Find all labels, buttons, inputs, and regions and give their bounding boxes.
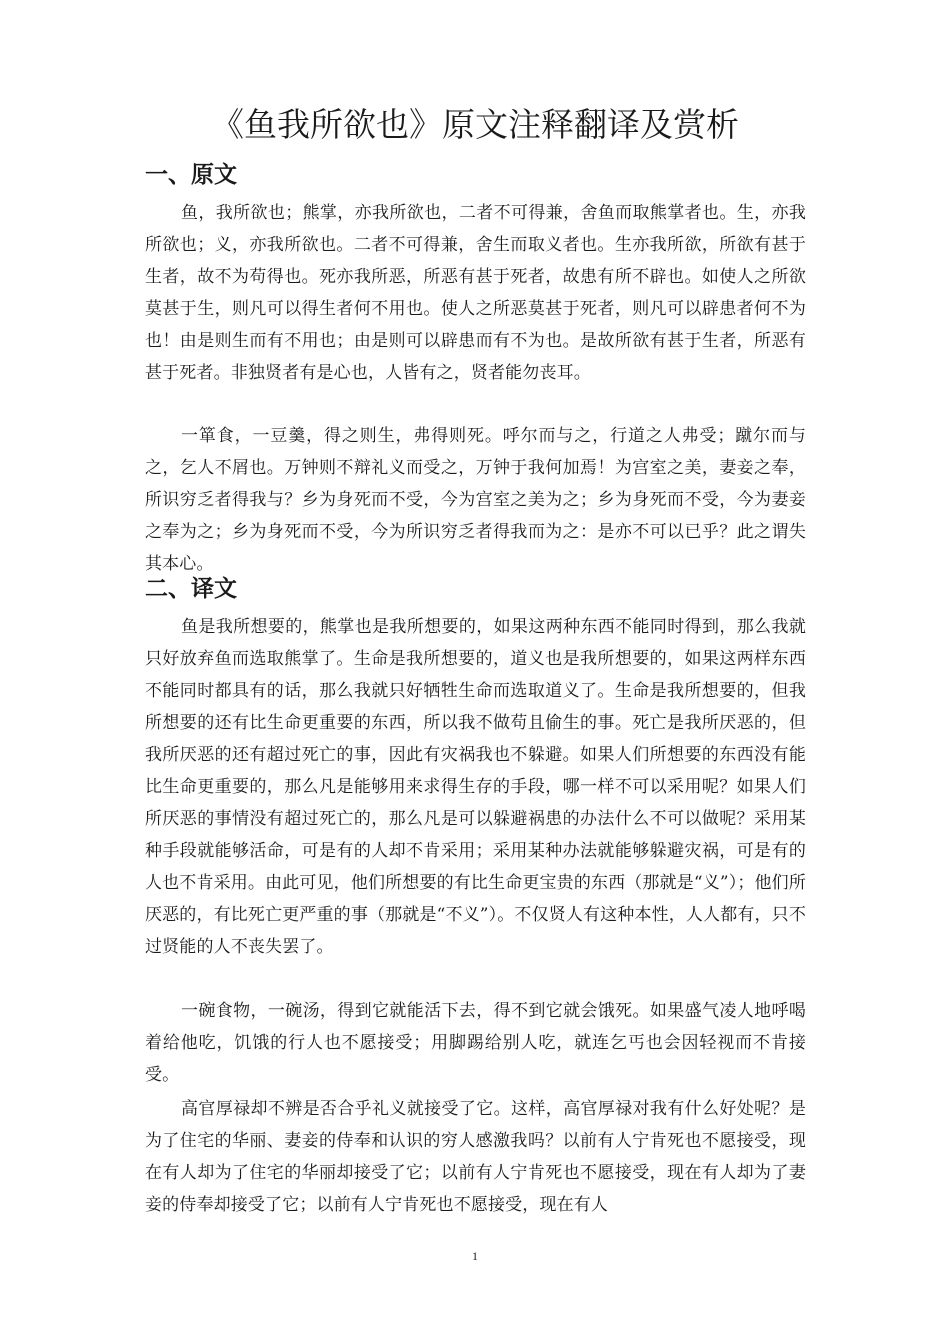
section-heading-translation: 二、译文 (145, 576, 237, 602)
page-title: 《鱼我所欲也》原文注释翻译及赏析 (211, 105, 739, 144)
translation-paragraph-3: 高官厚禄却不辨是否合乎礼义就接受了它。这样，高官厚禄对我有什么好处呢？是为了住宅的华丽、妻妾的侍奉和认识的穷人感激我吗？以前有人宁肯死也不愿接受，现在有人却为了住宅的华丽却接受了它；以前有人宁肯死也不愿接受，现在有人却为了妻妾的侍奉却接受了它；以前有人宁肯死也不愿接受，现在有人 (145, 1099, 806, 1215)
page-number: 1 (472, 1249, 478, 1263)
original-text-paragraph-1: 鱼，我所欲也；熊掌，亦我所欲也，二者不可得兼，舍鱼而取熊掌者也。生，亦我所欲也；义，亦我所欲也。二者不可得兼，舍生而取义者也。生亦我所欲，所欲有甚于生者，故不为苟得也。死亦我所恶，所恶有甚于死者，故患有所不辟也。如使人之所欲莫甚于生，则凡可以得生者何不用也。使人之所恶莫甚于死者，则凡可以辟患者何不为也！由是则生而有不用也；由是则可以辟患而有不为也。是故所欲有甚于生者，所恶有甚于死者。非独贤者有是心也，人皆有之，贤者能勿丧耳。 (145, 203, 806, 383)
translation-paragraph-2: 一碗食物，一碗汤，得到它就能活下去，得不到它就会饿死。如果盛气凌人地呼喝着给他吃，饥饿的行人也不愿接受；用脚踢给别人吃，就连乞丐也会因轻视而不肯接受。 (145, 1001, 806, 1085)
original-text-paragraph-2: 一箪食，一豆羹，得之则生，弗得则死。呼尔而与之，行道之人弗受；蹴尔而与之，乞人不屑也。万钟则不辩礼义而受之，万钟于我何加焉！为宫室之美，妻妾之奉，所识穷乏者得我与？乡为身死而不受，今为宫室之美为之；乡为身死而不受，今为妻妾之奉为之；乡为身死而不受，今为所识穷乏者得我而为之：是亦不可以已乎？此之谓失其本心。 (145, 426, 806, 574)
translation-paragraph-1: 鱼是我所想要的，熊掌也是我所想要的，如果这两种东西不能同时得到，那么我就只好放弃鱼而选取熊掌了。生命是我所想要的，道义也是我所想要的，如果这两样东西不能同时都具有的话，那么我就只好牺牲生命而选取道义了。生命是我所想要的，但我所想要的还有比生命更重要的东西，所以我不做苟且偷生的事。死亡是我所厌恶的，但我所厌恶的还有超过死亡的事，因此有灾祸我也不躲避。如果人们所想要的东西没有能比生命更重要的，那么凡是能够用来求得生存的手段，哪一样不可以采用呢？如果人们所厌恶的事情没有超过死亡的，那么凡是可以躲避祸患的办法什么不可以做呢？采用某种手段就能够活命，可是有的人却不肯采用；采用某种办法就能够躲避灾祸，可是有的人也不肯采用。由此可见，他们所想要的有比生命更宝贵的东西（那就是“义”）；他们所厌恶的，有比死亡更严重的事（那就是“不义”）。不仅贤人有这种本性，人人都有，只不过贤能的人不丧失罢了。 (145, 617, 806, 957)
section-heading-original-text: 一、原文 (145, 162, 237, 188)
